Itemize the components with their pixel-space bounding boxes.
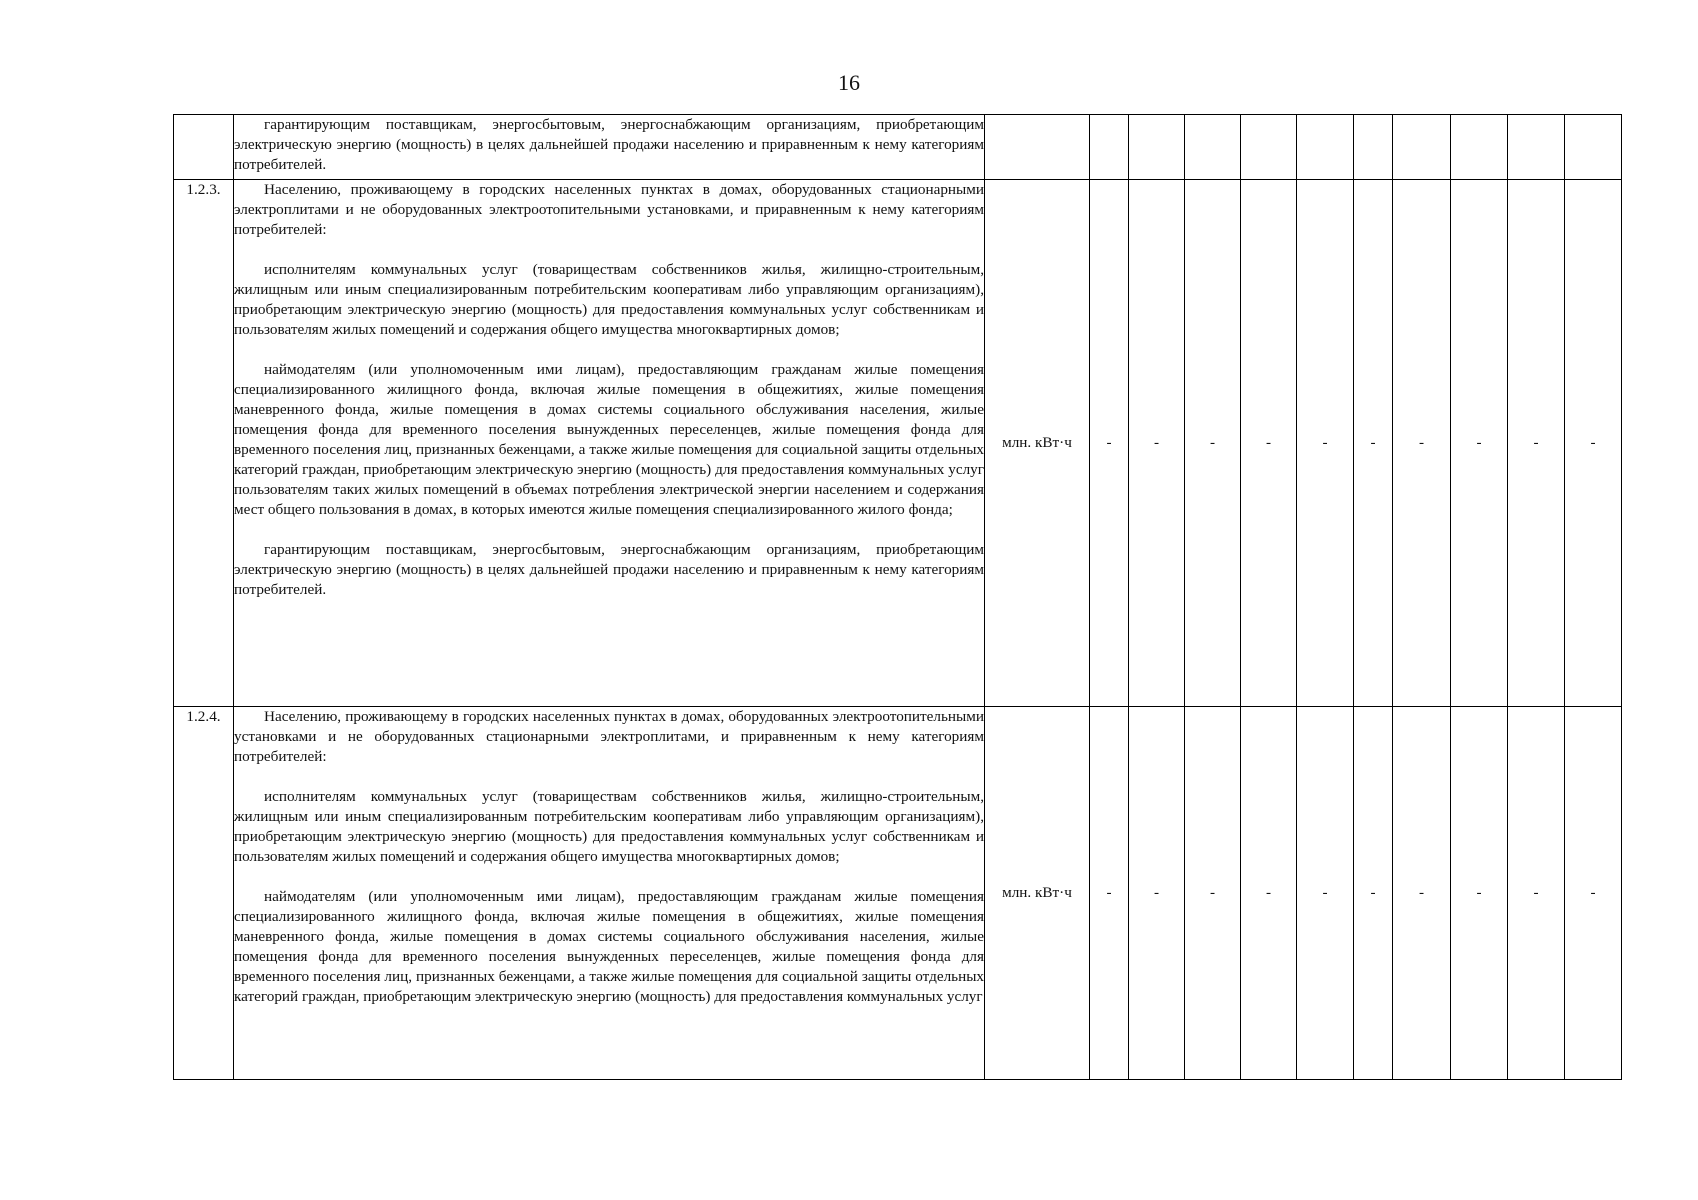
value-cell: - xyxy=(1354,707,1393,1080)
value-cell: - xyxy=(1508,180,1565,707)
table-row xyxy=(174,707,1622,1080)
value-cell: - xyxy=(1565,180,1622,707)
row-description xyxy=(234,707,985,1080)
page-number: 16 xyxy=(838,70,860,95)
description-paragraph: наймодателям (или уполномоченным ими лицам), предоставляющим гражданам жилые помещения специализированного жилищного фонда, включая жилые помещения в общежитиях, жилые помещения маневренного фонда, жилые помещения в домах системы социального обслуживания населения, жилые помещения фонда для временного поселения вынужденных переселенцев, жилые помещения фонда для временного поселения лиц, признанных беженцами, а также жилые помещения для социальной защиты отдельных категорий граждан, приобретающим электрическую энергию (мощность) для предоставления коммунальных услуг пользователям таких жилых помещений в объемах потребления электрической энергии населением и содержания мест общего пользования в домах, в которых имеются жилые помещения специализированного жилого фонда; xyxy=(234,361,984,518)
value-cell: - xyxy=(1354,180,1393,707)
value-cell: - xyxy=(1241,707,1297,1080)
value-cell: - xyxy=(1297,180,1354,707)
unit-cell: млн. кВт·ч xyxy=(985,707,1090,1080)
value-cell: - xyxy=(1297,707,1354,1080)
value-cell: - xyxy=(1090,707,1129,1080)
description-paragraph: Населению, проживающему в городских населенных пунктах в домах, оборудованных электроотопительными установками и не оборудованных стационарными электроплитами, и приравненным к нему категориям потребителей: xyxy=(234,708,984,765)
value-cell: - xyxy=(1393,707,1451,1080)
value-cell: - xyxy=(1129,180,1185,707)
value-cell: - xyxy=(1090,180,1129,707)
value-cell: - xyxy=(1508,707,1565,1080)
value-cell: - xyxy=(1185,180,1241,707)
description-paragraph: гарантирующим поставщикам, энергосбытовым, энергоснабжающим организациям, приобретающим электрическую энергию (мощность) в целях дальнейшей продажи населению и приравненным к нему категориям потребителей. xyxy=(234,116,984,173)
unit-cell xyxy=(985,115,1090,180)
tariff-table xyxy=(173,114,1622,1080)
value-cell: - xyxy=(1393,180,1451,707)
value-cell xyxy=(1354,115,1393,180)
table-row xyxy=(174,115,1622,180)
description-paragraph: гарантирующим поставщикам, энергосбытовым, энергоснабжающим организациям, приобретающим электрическую энергию (мощность) в целях дальнейшей продажи населению и приравненным к нему категориям потребителей. xyxy=(234,541,984,598)
value-cell xyxy=(1451,115,1508,180)
row-number: 1.2.3. xyxy=(174,180,234,707)
value-cell: - xyxy=(1565,707,1622,1080)
value-cell xyxy=(1565,115,1622,180)
row-number: 1.2.4. xyxy=(174,707,234,1080)
row-number xyxy=(174,115,234,180)
value-cell xyxy=(1090,115,1129,180)
description-paragraph: Населению, проживающему в городских населенных пунктах в домах, оборудованных стационарными электроплитами и не оборудованных электроотопительными установками, и приравненным к нему категориям потребителей: xyxy=(234,181,984,238)
description-paragraph: исполнителям коммунальных услуг (товариществам собственников жилья, жилищно-строительным, жилищным или иным специализированным потребительским кооперативам либо управляющим организациям), приобретающим электрическую энергию (мощность) для предоставления коммунальных услуг собственникам и пользователям жилых помещений и содержания общего имущества многоквартирных домов; xyxy=(234,788,984,865)
row-description xyxy=(234,180,985,707)
value-cell: - xyxy=(1241,180,1297,707)
value-cell xyxy=(1508,115,1565,180)
table-row xyxy=(174,180,1622,707)
value-cell xyxy=(1185,115,1241,180)
value-cell xyxy=(1393,115,1451,180)
row-description xyxy=(234,115,985,180)
value-cell xyxy=(1129,115,1185,180)
value-cell: - xyxy=(1185,707,1241,1080)
value-cell: - xyxy=(1129,707,1185,1080)
value-cell: - xyxy=(1451,707,1508,1080)
value-cell: - xyxy=(1451,180,1508,707)
value-cell xyxy=(1241,115,1297,180)
value-cell xyxy=(1297,115,1354,180)
description-paragraph: исполнителям коммунальных услуг (товариществам собственников жилья, жилищно-строительным, жилищным или иным специализированным потребительским кооперативам либо управляющим организациям), приобретающим электрическую энергию (мощность) для предоставления коммунальных услуг собственникам и пользователям жилых помещений и содержания общего имущества многоквартирных домов; xyxy=(234,261,984,338)
description-paragraph: наймодателям (или уполномоченным ими лицам), предоставляющим гражданам жилые помещения специализированного жилищного фонда, включая жилые помещения в общежитиях, жилые помещения маневренного фонда, жилые помещения в домах системы социального обслуживания населения, жилые помещения фонда для временного поселения вынужденных переселенцев, жилые помещения фонда для временного поселения лиц, признанных беженцами, а также жилые помещения для социальной защиты отдельных категорий граждан, приобретающим электрическую энергию (мощность) для предоставления коммунальных услуг xyxy=(234,888,984,1005)
unit-cell: млн. кВт·ч xyxy=(985,180,1090,707)
